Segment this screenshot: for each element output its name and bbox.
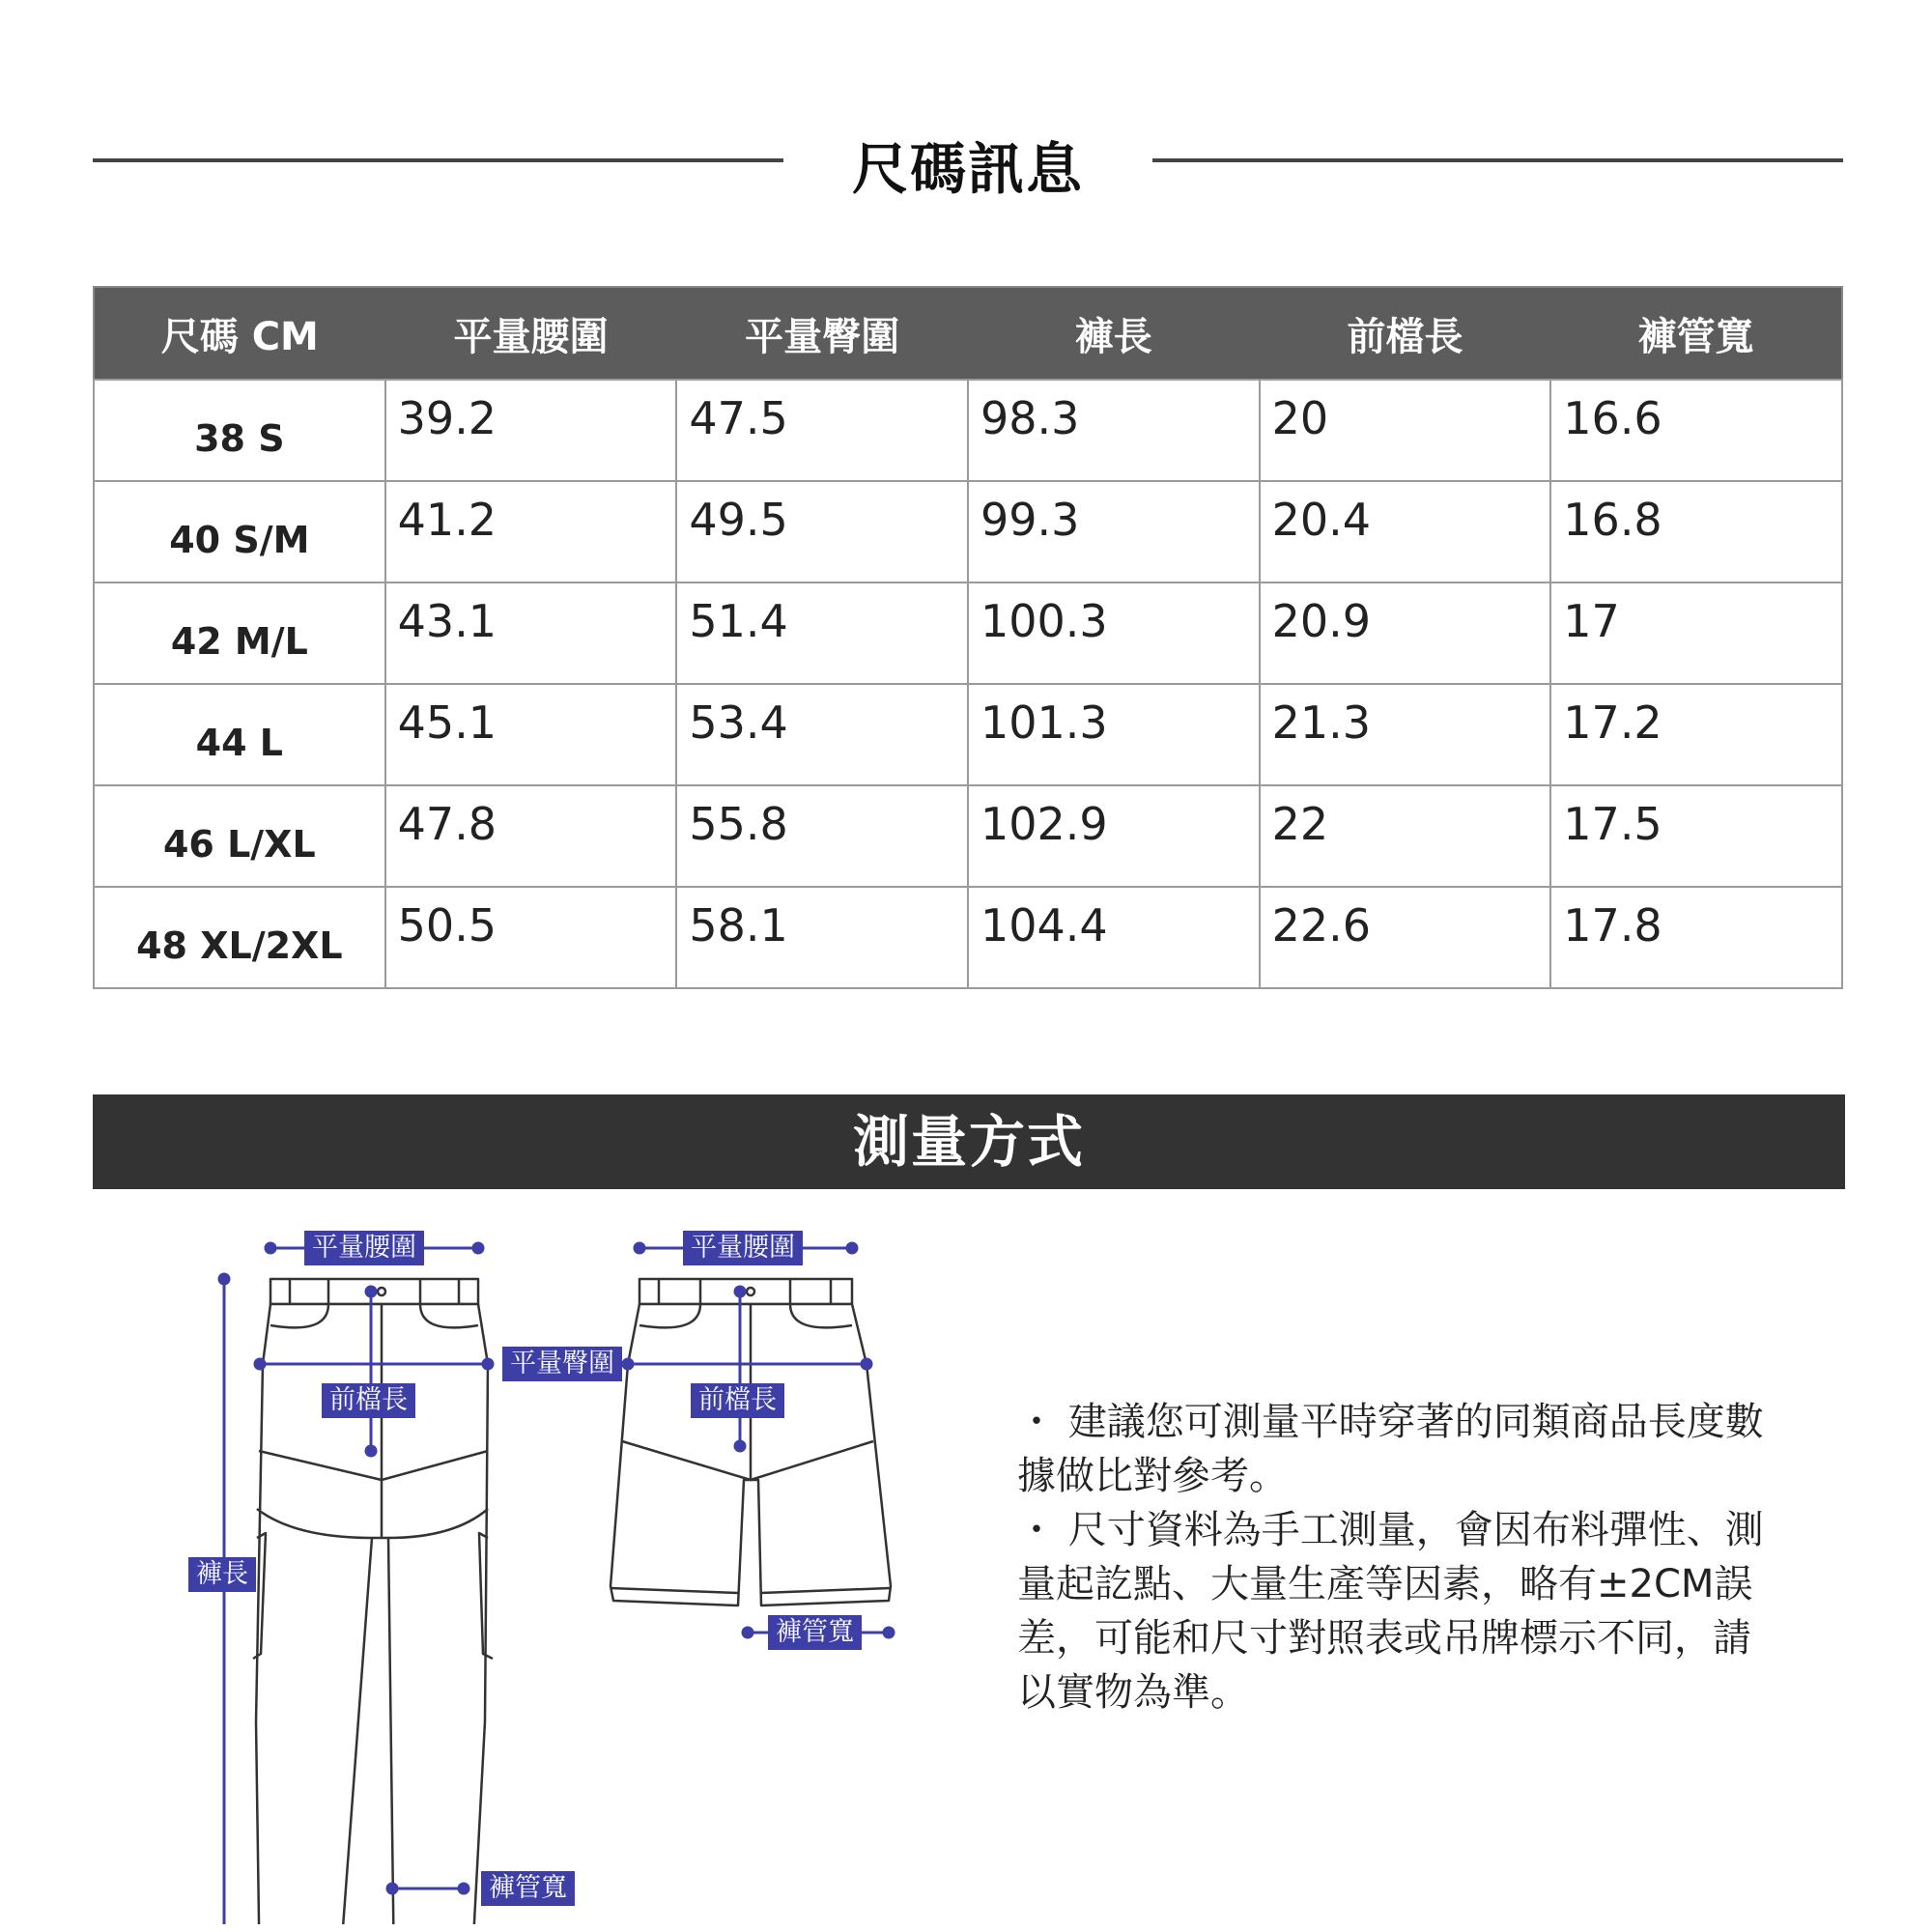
measurement-section-title: 測量方式 xyxy=(93,1094,1845,1189)
cell-value: 39.2 xyxy=(397,392,497,444)
cell-value: 17 xyxy=(1563,595,1620,647)
table-cell xyxy=(1550,380,1842,481)
table-cell xyxy=(1260,380,1551,481)
shorts-drawing xyxy=(611,1279,891,1605)
table-cell xyxy=(676,481,968,582)
table-cell xyxy=(1550,582,1842,684)
table-cell xyxy=(385,785,677,887)
cell-value: 104.4 xyxy=(980,899,1108,952)
cell-value: 100.3 xyxy=(980,595,1108,647)
size-cell: 44 L xyxy=(94,684,385,785)
note-line: 差，可能和尺寸對照表或吊牌標示不同，請 xyxy=(1017,1616,1751,1661)
table-cell xyxy=(1260,785,1551,887)
long-pants-drawing xyxy=(253,1279,493,1924)
size-cell: 48 XL/2XL xyxy=(94,887,385,988)
cell-value: 21.3 xyxy=(1271,696,1372,749)
table-cell xyxy=(968,582,1260,684)
rise-label: 前檔長 xyxy=(322,1383,415,1418)
table-cell xyxy=(1260,684,1551,785)
table-cell xyxy=(968,684,1260,785)
note-line: ・ 建議您可測量平時穿著的同類商品長度數 xyxy=(1017,1400,1764,1444)
column-header-rise: 前檔長 xyxy=(1260,287,1551,380)
page-title: 尺碼訊息 xyxy=(851,136,1084,202)
cell-value: 101.3 xyxy=(980,696,1108,749)
cell-value: 49.5 xyxy=(689,494,788,546)
leg-opening-label-shorts: 褲管寬 xyxy=(768,1615,862,1650)
table-cell xyxy=(676,380,968,481)
pants-illustration xyxy=(174,1219,918,1924)
waist-label-shorts: 平量腰圍 xyxy=(683,1231,803,1265)
size-cell: 38 S xyxy=(94,380,385,481)
cell-value: 45.1 xyxy=(397,696,497,749)
note-line: ・ 尺寸資料為手工測量，會因布料彈性、測 xyxy=(1017,1508,1764,1552)
table-cell xyxy=(385,481,677,582)
table-cell xyxy=(676,582,968,684)
cell-value: 16.8 xyxy=(1563,494,1662,546)
cell-value: 20.9 xyxy=(1271,595,1372,647)
table-cell xyxy=(385,684,677,785)
table-cell xyxy=(1260,481,1551,582)
length-label: 褲長 xyxy=(188,1557,256,1592)
table-row xyxy=(94,481,1842,582)
leg-opening-label: 褲管寬 xyxy=(481,1871,575,1906)
table-row xyxy=(94,785,1842,887)
cell-value: 41.2 xyxy=(397,494,497,546)
cell-value: 16.6 xyxy=(1563,392,1662,444)
size-table xyxy=(93,286,1843,989)
cell-value: 20.4 xyxy=(1271,494,1372,546)
column-header-hip: 平量臀圍 xyxy=(676,287,968,380)
table-row xyxy=(94,582,1842,684)
table-cell xyxy=(968,481,1260,582)
table-cell xyxy=(385,887,677,988)
table-row xyxy=(94,380,1842,481)
table-cell xyxy=(676,785,968,887)
table-cell xyxy=(1550,481,1842,582)
table-cell xyxy=(1550,785,1842,887)
note-line: 以實物為準。 xyxy=(1017,1670,1249,1715)
cell-value: 53.4 xyxy=(689,696,788,749)
cell-value: 99.3 xyxy=(980,494,1080,546)
cell-value: 17.8 xyxy=(1563,899,1662,952)
measurement-notes xyxy=(1017,1395,1819,1719)
cell-value: 58.1 xyxy=(689,899,788,952)
table-cell xyxy=(676,887,968,988)
size-info-header xyxy=(93,116,1843,203)
cell-value: 50.5 xyxy=(397,899,497,952)
table-cell xyxy=(385,380,677,481)
note-line: 量起訖點、大量生產等因素，略有±2CM誤 xyxy=(1017,1562,1753,1606)
measurement-diagram xyxy=(174,1219,918,1924)
table-row xyxy=(94,684,1842,785)
table-cell xyxy=(385,582,677,684)
rise-label-shorts: 前檔長 xyxy=(691,1383,784,1418)
cell-value: 55.8 xyxy=(689,798,788,850)
cell-value: 102.9 xyxy=(980,798,1108,850)
cell-value: 17.5 xyxy=(1563,798,1662,850)
table-row xyxy=(94,887,1842,988)
column-header-leg-opening: 褲管寬 xyxy=(1550,287,1842,380)
note-line: 據做比對參考。 xyxy=(1017,1454,1288,1498)
waist-label: 平量腰圍 xyxy=(304,1231,424,1265)
table-cell xyxy=(1260,582,1551,684)
column-header-length: 褲長 xyxy=(968,287,1260,380)
cell-value: 17.2 xyxy=(1563,696,1662,749)
cell-value: 47.8 xyxy=(397,798,497,850)
column-header-waist: 平量腰圍 xyxy=(385,287,677,380)
column-header-size: 尺碼 CM xyxy=(94,287,385,380)
title-divider-right xyxy=(1152,158,1843,162)
table-cell xyxy=(676,684,968,785)
table-cell xyxy=(968,887,1260,988)
size-cell: 42 M/L xyxy=(94,582,385,684)
cell-value: 20 xyxy=(1271,392,1329,444)
table-header-row xyxy=(94,287,1842,380)
cell-value: 22.6 xyxy=(1271,899,1372,952)
cell-value: 51.4 xyxy=(689,595,788,647)
hip-label: 平量臀圍 xyxy=(502,1347,622,1381)
size-cell: 46 L/XL xyxy=(94,785,385,887)
table-cell xyxy=(1550,887,1842,988)
cell-value: 43.1 xyxy=(397,595,497,647)
cell-value: 98.3 xyxy=(980,392,1080,444)
table-cell xyxy=(968,785,1260,887)
table-cell xyxy=(1260,887,1551,988)
size-cell: 40 S/M xyxy=(94,481,385,582)
cell-value: 22 xyxy=(1271,798,1329,850)
cell-value: 47.5 xyxy=(689,392,788,444)
table-cell xyxy=(1550,684,1842,785)
table-cell xyxy=(968,380,1260,481)
